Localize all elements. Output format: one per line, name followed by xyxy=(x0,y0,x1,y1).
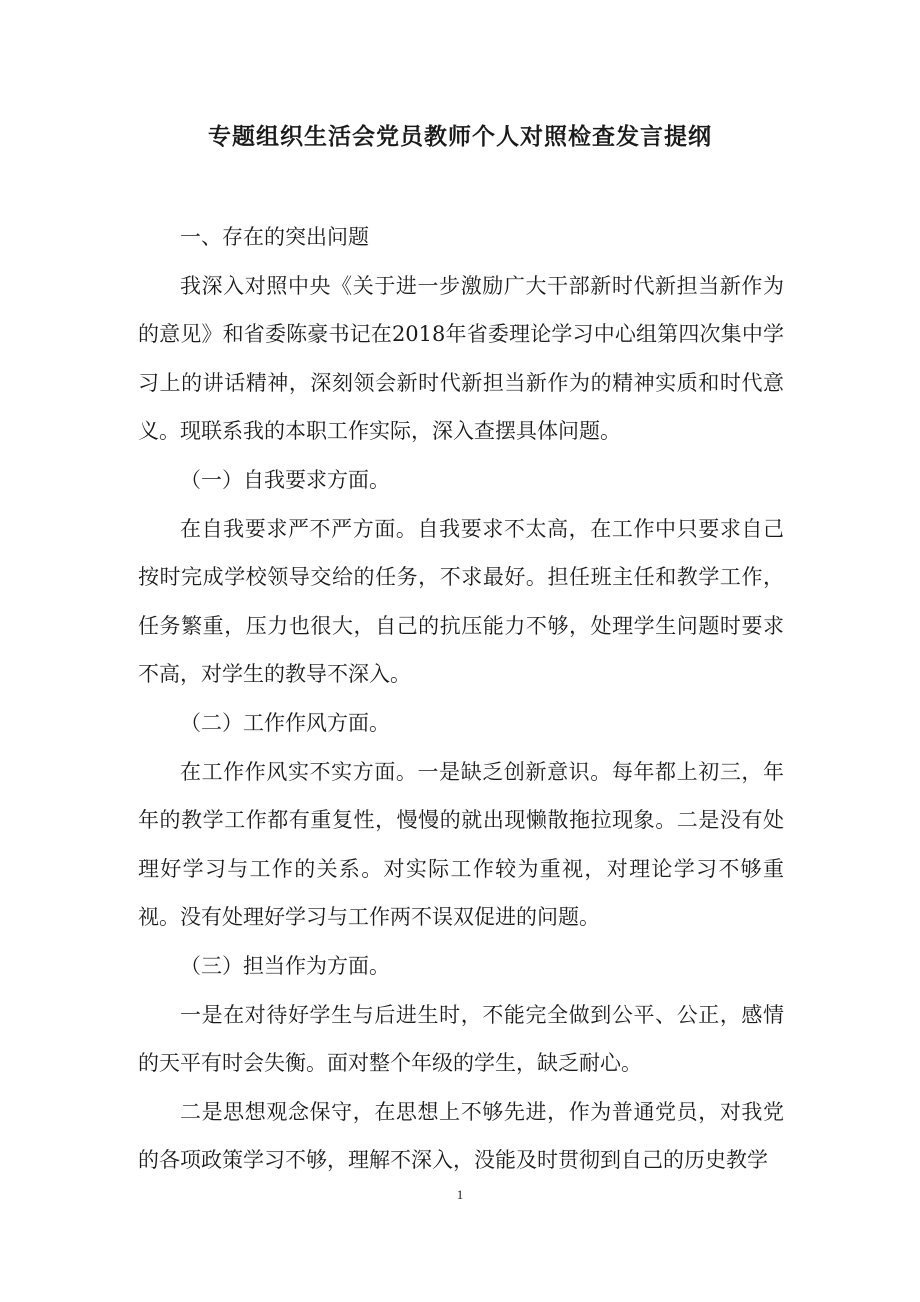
body-paragraph: 我深入对照中央《关于进一步激励广大干部新时代新担当新作为的意见》和省委陈豪书记在2018年省委理论学习中心组第四次集中学习上的讲话精神，深刻领会新时代新担当新作为的精神实质和时代意义。现联系我的本职工作实际，深入查摆具体问题。 xyxy=(138,273,784,444)
body-paragraph: 在自我要求严不严方面。自我要求不太高，在工作中只要求自己按时完成学校领导交给的任务，不求最好。担任班主任和教学工作，任务繁重，压力也很大，自己的抗压能力不够，处理学生问题时要求不高，对学生的教导不深入。 xyxy=(138,516,784,687)
body-paragraph: 二是思想观念保守，在思想上不够先进，作为普通党员，对我党的各项政策学习不够，理解不深入，没能及时贯彻到自己的历史教学 xyxy=(138,1099,784,1173)
document-body xyxy=(138,213,784,1185)
subsection-heading: （一）自我要求方面。 xyxy=(180,467,390,492)
body-paragraph: 一是在对待好学生与后进生时，不能完全做到公平、公正，感情的天平有时会失衡。面对整个年级的学生，缺乏耐心。 xyxy=(138,1002,784,1076)
section-heading: 一、存在的突出问题 xyxy=(180,225,369,249)
body-paragraph: 在工作作风实不实方面。一是缺乏创新意识。每年都上初三，年年的教学工作都有重复性，慢慢的就出现懒散拖拉现象。二是没有处理好学习与工作的关系。对实际工作较为重视，对理论学习不够重视。没有处理好学习与工作两不误双促进的问题。 xyxy=(138,759,784,930)
document-title: 专题组织生活会党员教师个人对照检查发言提纲 xyxy=(208,123,712,150)
subsection-heading: （二）工作作风方面。 xyxy=(180,710,390,735)
subsection-heading: （三）担当作为方面。 xyxy=(180,953,390,978)
page-number: 1 xyxy=(456,1187,464,1202)
